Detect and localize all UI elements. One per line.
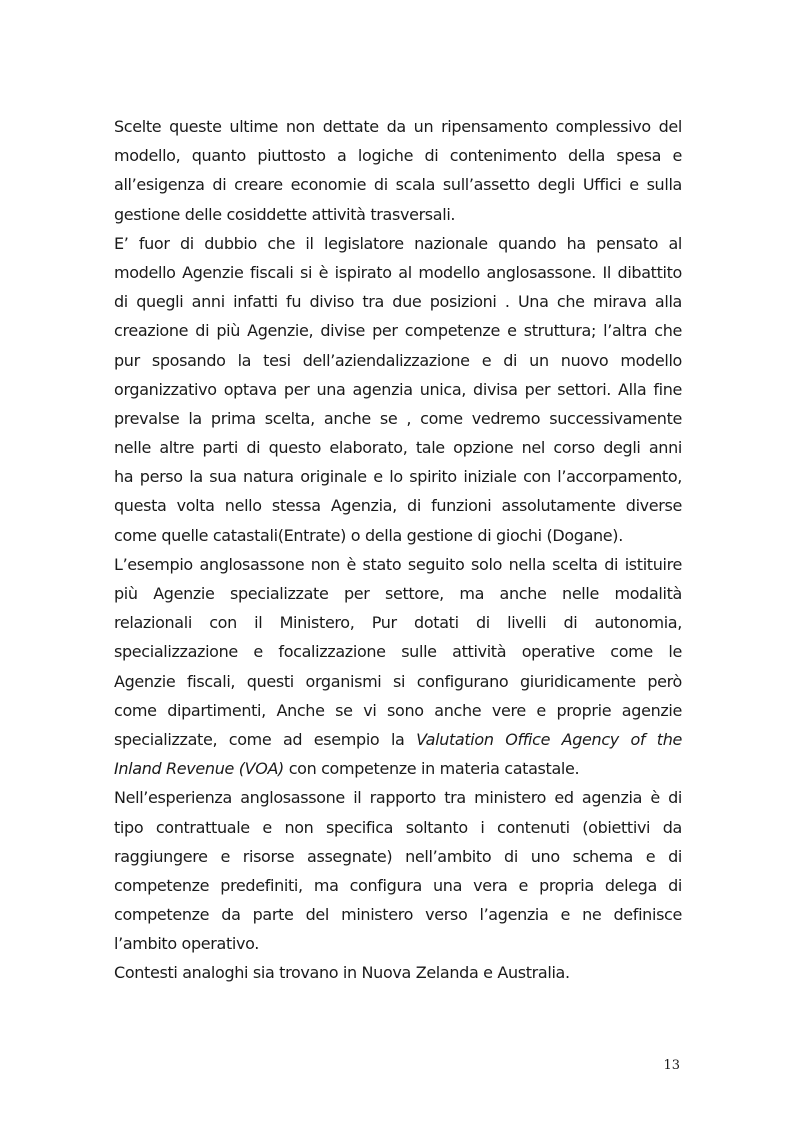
text-line: questa volta nello stessa Agenzia, di funzioni assolutamente diverse	[114, 496, 682, 516]
text-line: L’esempio anglosassone non è stato seguito solo nella scelta di istituire	[114, 554, 682, 574]
paragraph-1	[114, 112, 682, 229]
text-line: raggiungere e risorse assegnate) nell’ambito di uno schema e di	[114, 846, 682, 866]
text-line: organizzativo optava per una agenzia unica, divisa per settori. Alla fine	[114, 379, 682, 399]
text-line: relazionali con il Ministero, Pur dotati di livelli di autonomia,	[114, 613, 682, 633]
text-line: Nell’esperienza anglosassone il rapporto tra ministero ed agenzia è di	[114, 788, 682, 808]
text-line: tipo contrattuale e non specifica soltanto i contenuti (obiettivi da	[114, 817, 682, 837]
text-line	[114, 725, 682, 754]
italic-text-run: Valutation Office Agency of the	[416, 729, 682, 749]
text-line: Contesti analoghi sia trovano in Nuova Zelanda e Australia.	[114, 963, 570, 983]
text-line: di quegli anni infatti fu diviso tra due posizioni . Una che mirava alla	[114, 292, 682, 312]
text-line: come dipartimenti, Anche se vi sono anche vere e proprie agenzie	[114, 700, 682, 720]
text-line: competenze predefiniti, ma configura una vera e propria delega di	[114, 875, 682, 895]
document-body	[114, 112, 682, 988]
text-line: specializzazione e focalizzazione sulle attività operative come le	[114, 642, 682, 662]
text-run: con competenze in materia catastale.	[283, 759, 580, 779]
text-line: ha perso la sua natura originale e lo spirito iniziale con l’accorpamento,	[114, 467, 682, 487]
text-line: gestione delle cosiddette attività trasversali.	[114, 204, 456, 224]
paragraph-5	[114, 958, 682, 987]
text-line: nelle altre parti di questo elaborato, tale opzione nel corso degli anni	[114, 438, 682, 458]
text-line: prevalse la prima scelta, anche se , come vedremo successivamente	[114, 408, 682, 428]
italic-text-run: Inland Revenue (VOA)	[114, 759, 284, 779]
text-line: all’esigenza di creare economie di scala sull’assetto degli Uffici e sulla	[114, 175, 682, 195]
paragraph-3	[114, 550, 682, 784]
paragraph-2	[114, 229, 682, 550]
page-number: 13	[663, 1058, 680, 1073]
text-line: modello Agenzie fiscali si è ispirato al modello anglosassone. Il dibattito	[114, 262, 682, 282]
text-line: competenze da parte del ministero verso l’agenzia e ne definisce	[114, 905, 682, 925]
text-run: specializzate, come ad esempio la	[114, 729, 417, 749]
paragraph-4	[114, 783, 682, 958]
text-line: l’ambito operativo.	[114, 934, 259, 954]
text-line: creazione di più Agenzie, divise per competenze e struttura; l’altra che	[114, 321, 682, 341]
text-line: come quelle catastali(Entrate) o della gestione di giochi (Dogane).	[114, 525, 623, 545]
text-line: modello, quanto piuttosto a logiche di contenimento della spesa e	[114, 146, 682, 166]
text-line: E’ fuor di dubbio che il legislatore nazionale quando ha pensato al	[114, 233, 682, 253]
text-line	[114, 754, 682, 783]
text-line: più Agenzie specializzate per settore, ma anche nelle modalità	[114, 584, 682, 603]
text-line: Scelte queste ultime non dettate da un ripensamento complessivo del	[114, 117, 682, 136]
text-line: pur sposando la tesi dell’aziendalizzazione e di un nuovo modello	[114, 350, 682, 370]
text-line: Agenzie fiscali, questi organismi si configurano giuridicamente però	[114, 671, 682, 691]
